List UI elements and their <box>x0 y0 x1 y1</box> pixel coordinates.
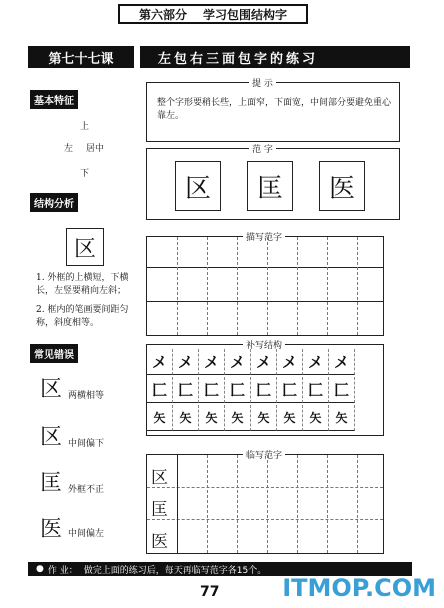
grid-line <box>207 455 208 553</box>
trace-title: 描写范字 <box>243 230 285 243</box>
stroke-cell[interactable]: メ <box>251 349 277 375</box>
model-char-3: 医 <box>319 161 365 211</box>
tip-text: 整个字形要稍长些，上面窄，下面宽，中间部分要避免重心靠左。 <box>157 98 392 121</box>
trace-grid[interactable] <box>146 233 384 336</box>
lesson-number-text: 第七十七课 <box>48 51 114 67</box>
analysis-char: 区 <box>66 228 104 266</box>
grid-line <box>357 237 358 335</box>
model-title: 范 字 <box>249 142 276 155</box>
stroke-cell[interactable]: 匚 <box>329 377 355 403</box>
stroke-cell[interactable]: メ <box>329 349 355 375</box>
part-header <box>118 4 308 24</box>
lesson-title-text: 左包右三面包字的练习 <box>158 51 319 67</box>
stroke-cell[interactable]: メ <box>173 349 199 375</box>
section-structure: 结构分析 <box>30 193 78 212</box>
grid-line <box>207 237 208 335</box>
copy-title: 临写范字 <box>243 448 285 461</box>
stroke-cell[interactable]: 匚 <box>199 377 225 403</box>
error-char-4: 医 <box>40 517 63 542</box>
model-box <box>146 145 400 220</box>
copy-char-3: 医 <box>151 532 168 552</box>
stroke-cell[interactable]: 匚 <box>173 377 199 403</box>
stroke-cell[interactable]: 矢 <box>199 405 225 431</box>
homework-text: 做完上面的练习后，每天再临写范字各15个。 <box>83 565 267 576</box>
lesson-number <box>28 46 134 68</box>
part-label: 第六部分 <box>138 7 187 22</box>
stroke-cell[interactable]: 匚 <box>303 377 329 403</box>
grid-line <box>147 267 383 268</box>
error-char-1: 区 <box>40 377 63 402</box>
analysis-point-1: 1. 外框的上横短，下横长，左竖要稍向左斜； <box>36 273 129 296</box>
model-char-1: 区 <box>175 161 221 211</box>
copy-char-1: 区 <box>151 468 168 488</box>
grid-line <box>297 455 298 553</box>
watermark: ITMOP.COM <box>282 574 436 602</box>
stroke-cell[interactable]: 矢 <box>303 405 329 431</box>
tip-box <box>146 79 400 142</box>
stroke-cell[interactable]: 匚 <box>277 377 303 403</box>
stroke-cell[interactable]: メ <box>147 349 173 375</box>
diagram-bottom: 下 <box>80 169 90 179</box>
error-note-2: 中间偏下 <box>68 439 105 449</box>
bullet-icon: ● <box>36 564 44 574</box>
error-char-3: 匡 <box>40 471 63 496</box>
grid-line <box>147 519 383 520</box>
grid-line <box>147 301 383 302</box>
stroke-cell[interactable]: メ <box>199 349 225 375</box>
diagram-left: 左 <box>64 144 74 154</box>
grid-line <box>237 237 238 335</box>
strokes-grid[interactable] <box>146 341 384 436</box>
error-note-1: 两横相等 <box>68 391 105 401</box>
grid-line <box>147 487 383 488</box>
copy-grid[interactable] <box>146 451 384 554</box>
error-note-3: 外框不正 <box>68 485 105 495</box>
grid-line <box>327 237 328 335</box>
grid-line <box>237 455 238 553</box>
grid-line <box>327 455 328 553</box>
stroke-cell[interactable]: 矢 <box>329 405 355 431</box>
page-number: 77 <box>200 584 220 600</box>
analysis-point-2: 2. 框内的笔画要间距匀称，斜度相等。 <box>36 305 129 328</box>
grid-line <box>177 455 178 553</box>
tip-title: 提 示 <box>249 76 276 89</box>
stroke-cell[interactable]: 矢 <box>225 405 251 431</box>
stroke-cell[interactable]: 矢 <box>251 405 277 431</box>
grid-line <box>267 455 268 553</box>
stroke-cell[interactable]: 矢 <box>173 405 199 431</box>
copy-char-2: 匡 <box>151 500 168 520</box>
stroke-row-2 <box>147 377 355 403</box>
grid-line <box>177 237 178 335</box>
lesson-title <box>140 46 410 68</box>
stroke-cell[interactable]: メ <box>303 349 329 375</box>
part-title: 学习包围结构字 <box>203 7 288 22</box>
stroke-cell[interactable]: 匚 <box>225 377 251 403</box>
stroke-cell[interactable]: 矢 <box>277 405 303 431</box>
section-basic: 基本特征 <box>30 90 78 109</box>
stroke-cell[interactable]: 匚 <box>251 377 277 403</box>
stroke-cell[interactable]: 匚 <box>147 377 173 403</box>
stroke-row-3 <box>147 405 355 431</box>
grid-line <box>267 237 268 335</box>
diagram-middle: 居中 <box>86 144 105 154</box>
homework-label: 作 业： <box>47 565 78 576</box>
error-char-2: 区 <box>40 425 63 450</box>
stroke-cell[interactable]: メ <box>277 349 303 375</box>
grid-line <box>357 455 358 553</box>
stroke-cell[interactable]: メ <box>225 349 251 375</box>
stroke-row-1 <box>147 349 355 375</box>
strokes-title: 补写结构 <box>243 338 285 351</box>
diagram-top: 上 <box>80 122 90 132</box>
stroke-cell[interactable]: 矢 <box>147 405 173 431</box>
grid-line <box>297 237 298 335</box>
error-note-4: 中间偏左 <box>68 529 105 539</box>
model-char-2: 匡 <box>247 161 293 211</box>
section-errors: 常见错误 <box>30 344 78 363</box>
